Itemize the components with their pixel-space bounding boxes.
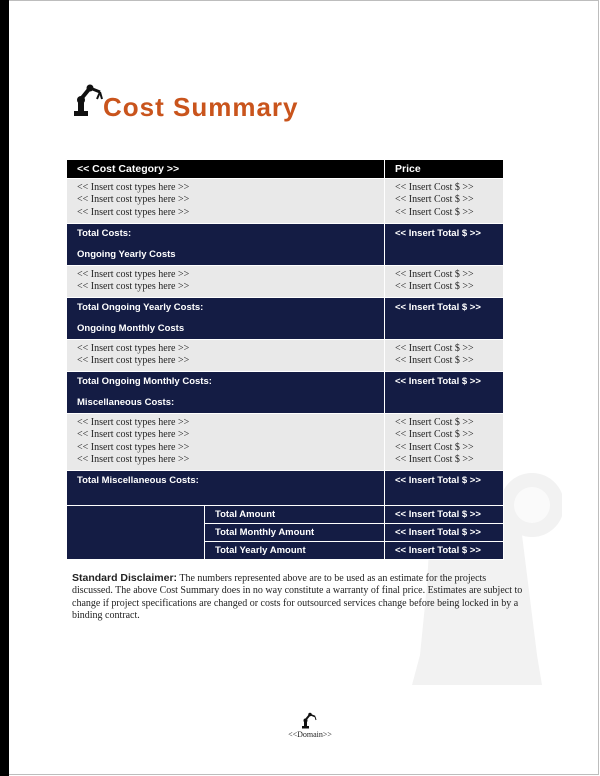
cost-type-item: << Insert cost types here >> <box>77 206 190 218</box>
total-misc-row <box>67 471 504 506</box>
total-monthly-row <box>67 372 504 392</box>
ongoing-monthly-section-row <box>67 317 504 340</box>
total-amount-row <box>67 506 504 524</box>
summary-blank-cell <box>67 506 205 560</box>
total-amount-value: << Insert Total $ >> <box>385 506 504 524</box>
total-yearly-row <box>67 298 504 318</box>
ongoing-yearly-section-row <box>67 243 504 266</box>
total-monthly-amount-label: Total Monthly Amount <box>205 524 385 542</box>
cost-type-item: << Insert cost types here >> <box>77 343 190 354</box>
cost-type-item: << Insert cost types here >> <box>77 417 190 428</box>
misc-costs-items-row <box>67 414 504 471</box>
robot-arm-footer-icon <box>301 712 317 729</box>
total-amount-label: Total Amount <box>205 506 385 524</box>
total-misc-label: Total Miscellaneous Costs: <box>67 471 385 506</box>
left-edge-bar <box>0 0 9 776</box>
total-yearly-value: << Insert Total $ >> <box>385 298 504 318</box>
cost-type-item: << Insert cost types here >> <box>77 355 190 367</box>
robot-arm-logo-icon <box>72 83 104 117</box>
misc-section-label: Miscellaneous Costs: <box>67 391 385 414</box>
price-header: Price <box>385 160 504 179</box>
cost-price-item: << Insert Cost $ >> <box>395 417 474 428</box>
cost-price-item: << Insert Cost $ >> <box>395 441 474 453</box>
ongoing-monthly-section-label: Ongoing Monthly Costs <box>67 317 385 340</box>
table-header-row <box>67 160 504 179</box>
total-costs-label: Total Costs: <box>67 224 385 244</box>
misc-section-row <box>67 391 504 414</box>
cost-price-item: << Insert Cost $ >> <box>395 429 474 441</box>
total-yearly-amount-label: Total Yearly Amount <box>205 542 385 560</box>
ongoing-yearly-section-label: Ongoing Yearly Costs <box>67 243 385 266</box>
cost-type-item: << Insert cost types here >> <box>77 269 190 280</box>
disclaimer-text: The numbers represented above are to be used as an estimate for the projects discussed. The above Cost Summary does in no way constitute a warranty of final price. Estimates are subject to change if project specifications are changed or costs for outsourced services change before being locked in by a binding contract. <box>72 573 523 621</box>
cost-type-item: << Insert cost types here >> <box>77 454 190 466</box>
cost-price-item: << Insert Cost $ >> <box>395 206 474 218</box>
cost-price-item: << Insert Cost $ >> <box>395 454 474 466</box>
cost-type-item: << Insert cost types here >> <box>77 281 190 293</box>
cost-price-item: << Insert Cost $ >> <box>395 194 474 206</box>
standard-disclaimer <box>72 572 524 622</box>
total-costs-row <box>67 224 504 244</box>
total-costs-value: << Insert Total $ >> <box>385 224 504 244</box>
page-title: Cost Summary <box>103 92 299 122</box>
yearly-costs-items-row <box>67 266 504 298</box>
footer-domain: <<Domain>> <box>288 730 332 739</box>
disclaimer-label: Standard Disclaimer: <box>72 572 178 584</box>
cost-price-item: << Insert Cost $ >> <box>395 269 474 280</box>
cost-price-item: << Insert Cost $ >> <box>395 281 474 293</box>
total-monthly-label: Total Ongoing Monthly Costs: <box>67 372 385 392</box>
total-misc-value: << Insert Total $ >> <box>385 471 504 506</box>
monthly-costs-items-row <box>67 340 504 372</box>
total-yearly-amount-value: << Insert Total $ >> <box>385 542 504 560</box>
cost-price-item: << Insert Cost $ >> <box>395 182 474 193</box>
cost-summary-table <box>66 159 504 560</box>
cost-category-header: << Cost Category >> <box>67 160 385 179</box>
total-monthly-value: << Insert Total $ >> <box>385 372 504 392</box>
cost-type-item: << Insert cost types here >> <box>77 194 190 206</box>
total-monthly-amount-value: << Insert Total $ >> <box>385 524 504 542</box>
cost-type-item: << Insert cost types here >> <box>77 441 190 453</box>
cost-price-item: << Insert Cost $ >> <box>395 355 474 367</box>
cost-price-item: << Insert Cost $ >> <box>395 343 474 354</box>
total-yearly-label: Total Ongoing Yearly Costs: <box>67 298 385 318</box>
cost-type-item: << Insert cost types here >> <box>77 182 190 193</box>
cost-type-item: << Insert cost types here >> <box>77 429 190 441</box>
initial-costs-items-row <box>67 179 504 224</box>
